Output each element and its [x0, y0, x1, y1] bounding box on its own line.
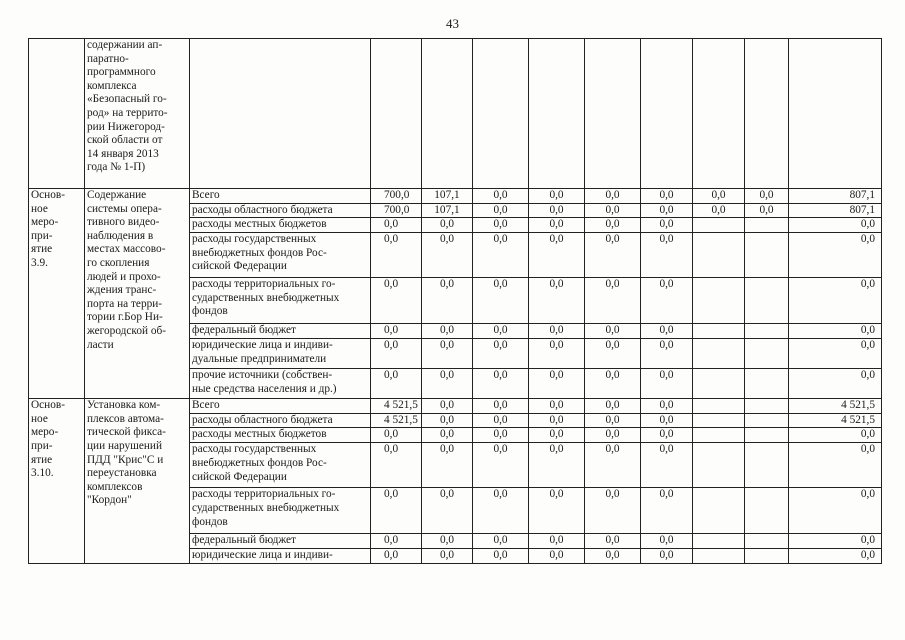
value-cell: 0,0 — [371, 278, 422, 324]
total-cell: 0,0 — [789, 218, 882, 233]
value-cell: 0,0 — [529, 399, 585, 414]
value-cell: 0,0 — [529, 413, 585, 428]
value-cell: 0,0 — [585, 324, 641, 339]
continuation-row — [29, 39, 882, 189]
value-cell: 0,0 — [529, 549, 585, 564]
value-cell: 0,0 — [473, 324, 529, 339]
value-cell — [745, 534, 789, 549]
value-cell: 0,0 — [371, 549, 422, 564]
value-cell: 0,0 — [529, 278, 585, 324]
source-cell: федеральный бюджет — [190, 534, 371, 549]
value-cell — [745, 369, 789, 399]
value-cell: 0,0 — [585, 488, 641, 534]
value-cell: 0,0 — [641, 278, 693, 324]
value-cell: 0,0 — [585, 233, 641, 278]
total-cell: 0,0 — [789, 233, 882, 278]
value-cell — [745, 443, 789, 488]
value-cell: 0,0 — [529, 428, 585, 443]
value-cell: 0,0 — [371, 428, 422, 443]
total-cell: 0,0 — [789, 339, 882, 369]
value-cell: 0,0 — [693, 203, 745, 218]
description-cell: Содержание системы опера- тивного видео- наблюдения в местах массово- го скопления людей и прохо- ждения транс- порта на терри- тории г.Бор Ни- жегородской об- ласти — [85, 189, 190, 399]
value-cell: 0,0 — [473, 218, 529, 233]
total-cell: 0,0 — [789, 428, 882, 443]
value-cell — [693, 369, 745, 399]
value-cell: 0,0 — [529, 189, 585, 204]
value-cell: 0,0 — [473, 339, 529, 369]
value-cell: 0,0 — [473, 549, 529, 564]
value-cell: 0,0 — [529, 203, 585, 218]
value-cell: 0,0 — [473, 369, 529, 399]
funding-row — [29, 189, 882, 204]
value-cell: 0,0 — [473, 203, 529, 218]
value-cell: 0,0 — [585, 443, 641, 488]
value-cell: 0,0 — [371, 339, 422, 369]
value-cell: 0,0 — [529, 534, 585, 549]
value-cell: 0,0 — [473, 278, 529, 324]
source-cell: юридические лица и индиви- дуальные предприниматели — [190, 339, 371, 369]
value-cell: 0,0 — [371, 369, 422, 399]
source-cell: прочие источники (собствен- ные средства населения и др.) — [190, 369, 371, 399]
total-cell: 4 521,5 — [789, 399, 882, 414]
measure-cell — [29, 39, 85, 189]
source-cell: расходы областного бюджета — [190, 413, 371, 428]
value-cell — [745, 549, 789, 564]
value-cell: 0,0 — [641, 233, 693, 278]
value-cell: 0,0 — [473, 488, 529, 534]
value-cell: 0,0 — [529, 488, 585, 534]
value-cell: 0,0 — [473, 233, 529, 278]
total-cell: 0,0 — [789, 488, 882, 534]
value-cell: 4 521,5 — [371, 413, 422, 428]
value-cell: 0,0 — [422, 488, 473, 534]
value-cell: 0,0 — [422, 233, 473, 278]
total-cell: 807,1 — [789, 189, 882, 204]
total-cell: 807,1 — [789, 203, 882, 218]
total-cell: 0,0 — [789, 534, 882, 549]
value-cell: 0,0 — [641, 399, 693, 414]
value-cell: 0,0 — [585, 413, 641, 428]
value-cell: 0,0 — [585, 428, 641, 443]
value-cell: 0,0 — [422, 324, 473, 339]
source-cell: расходы местных бюджетов — [190, 218, 371, 233]
value-cell — [693, 278, 745, 324]
value-cell: 0,0 — [529, 443, 585, 488]
value-cell: 0,0 — [422, 549, 473, 564]
source-cell: Всего — [190, 399, 371, 414]
value-cell: 0,0 — [371, 233, 422, 278]
value-cell: 0,0 — [422, 443, 473, 488]
value-cell: 0,0 — [641, 428, 693, 443]
total-cell: 0,0 — [789, 443, 882, 488]
value-cell: 0,0 — [473, 443, 529, 488]
value-cell — [693, 443, 745, 488]
value-cell: 0,0 — [422, 218, 473, 233]
value-cell: 107,1 — [422, 189, 473, 204]
value-cell: 0,0 — [529, 324, 585, 339]
measure-cell: Основ- ное меро- при- ятие 3.10. — [29, 399, 85, 564]
value-cell: 0,0 — [693, 189, 745, 204]
value-cell: 0,0 — [422, 413, 473, 428]
value-cell — [745, 428, 789, 443]
value-cell — [693, 218, 745, 233]
value-cell — [693, 413, 745, 428]
value-cell — [693, 324, 745, 339]
value-cell: 0,0 — [371, 488, 422, 534]
source-cell: расходы территориальных го- сударственных внебюджетных фондов — [190, 488, 371, 534]
total-cell: 0,0 — [789, 549, 882, 564]
value-cell — [693, 339, 745, 369]
total-cell: 0,0 — [789, 369, 882, 399]
value-cell: 0,0 — [641, 534, 693, 549]
source-cell: юридические лица и индиви- — [190, 549, 371, 564]
value-cell: 0,0 — [641, 369, 693, 399]
value-cell — [745, 278, 789, 324]
value-cell: 0,0 — [422, 399, 473, 414]
description-cell: содержании ап- паратно- программного комплекса «Безопасный го- род» на террито- рии Нижегород- ской области от 14 января 2013 года № 1-П) — [85, 39, 190, 189]
value-cell: 0,0 — [641, 443, 693, 488]
source-cell: федеральный бюджет — [190, 324, 371, 339]
value-cell — [745, 413, 789, 428]
total-cell: 0,0 — [789, 278, 882, 324]
value-cell: 0,0 — [473, 413, 529, 428]
value-cell — [745, 399, 789, 414]
page-number: 43 — [446, 16, 459, 31]
value-cell — [745, 488, 789, 534]
value-cell: 0,0 — [641, 189, 693, 204]
source-cell: расходы государственных внебюджетных фондов Рос- сийской Федерации — [190, 443, 371, 488]
funding-row — [29, 399, 882, 414]
value-cell: 0,0 — [473, 399, 529, 414]
value-cell: 0,0 — [473, 189, 529, 204]
value-cell: 0,0 — [585, 549, 641, 564]
value-cell — [693, 488, 745, 534]
value-cell: 0,0 — [473, 534, 529, 549]
value-cell: 0,0 — [422, 428, 473, 443]
source-cell: расходы областного бюджета — [190, 203, 371, 218]
value-cell: 0,0 — [371, 443, 422, 488]
value-cell: 0,0 — [641, 324, 693, 339]
value-cell: 0,0 — [473, 428, 529, 443]
value-cell — [693, 549, 745, 564]
value-cell: 0,0 — [422, 278, 473, 324]
value-cell: 0,0 — [371, 324, 422, 339]
value-cell — [693, 233, 745, 278]
value-cell — [693, 534, 745, 549]
funding-table — [28, 38, 882, 564]
value-cell: 0,0 — [422, 339, 473, 369]
value-cell: 0,0 — [422, 534, 473, 549]
value-cell: 0,0 — [641, 339, 693, 369]
value-cell: 0,0 — [585, 218, 641, 233]
value-cell — [745, 324, 789, 339]
table-body — [29, 39, 882, 564]
value-cell: 107,1 — [422, 203, 473, 218]
value-cell: 0,0 — [641, 488, 693, 534]
value-cell: 0,0 — [585, 534, 641, 549]
total-cell: 4 521,5 — [789, 413, 882, 428]
value-cell — [693, 428, 745, 443]
source-cell: расходы местных бюджетов — [190, 428, 371, 443]
value-cell — [693, 399, 745, 414]
value-cell: 0,0 — [585, 369, 641, 399]
source-cell: Всего — [190, 189, 371, 204]
value-cell: 0,0 — [371, 218, 422, 233]
value-cell: 0,0 — [585, 278, 641, 324]
value-cell: 0,0 — [529, 233, 585, 278]
value-cell — [745, 339, 789, 369]
value-cell: 0,0 — [641, 218, 693, 233]
description-cell: Установка ком- плексов автома- тической фикса- ции нарушений ПДД "Крис"С и переустановка комплексов "Кордон" — [85, 399, 190, 564]
total-cell: 0,0 — [789, 324, 882, 339]
value-cell: 4 521,5 — [371, 399, 422, 414]
value-cell: 0,0 — [529, 369, 585, 399]
value-cell: 0,0 — [371, 534, 422, 549]
measure-cell: Основ- ное меро- при- ятие 3.9. — [29, 189, 85, 399]
value-cell: 0,0 — [745, 203, 789, 218]
source-cell: расходы государственных внебюджетных фондов Рос- сийской Федерации — [190, 233, 371, 278]
value-cell: 700,0 — [371, 203, 422, 218]
value-cell — [745, 233, 789, 278]
value-cell: 0,0 — [529, 339, 585, 369]
value-cell: 0,0 — [641, 549, 693, 564]
value-cell: 0,0 — [585, 189, 641, 204]
value-cell: 0,0 — [585, 203, 641, 218]
value-cell: 700,0 — [371, 189, 422, 204]
value-cell: 0,0 — [585, 399, 641, 414]
value-cell — [745, 218, 789, 233]
value-cell: 0,0 — [641, 413, 693, 428]
value-cell: 0,0 — [745, 189, 789, 204]
value-cell: 0,0 — [641, 203, 693, 218]
value-cell: 0,0 — [585, 339, 641, 369]
value-cell: 0,0 — [529, 218, 585, 233]
value-cell: 0,0 — [422, 369, 473, 399]
source-cell: расходы территориальных го- сударственных внебюджетных фондов — [190, 278, 371, 324]
